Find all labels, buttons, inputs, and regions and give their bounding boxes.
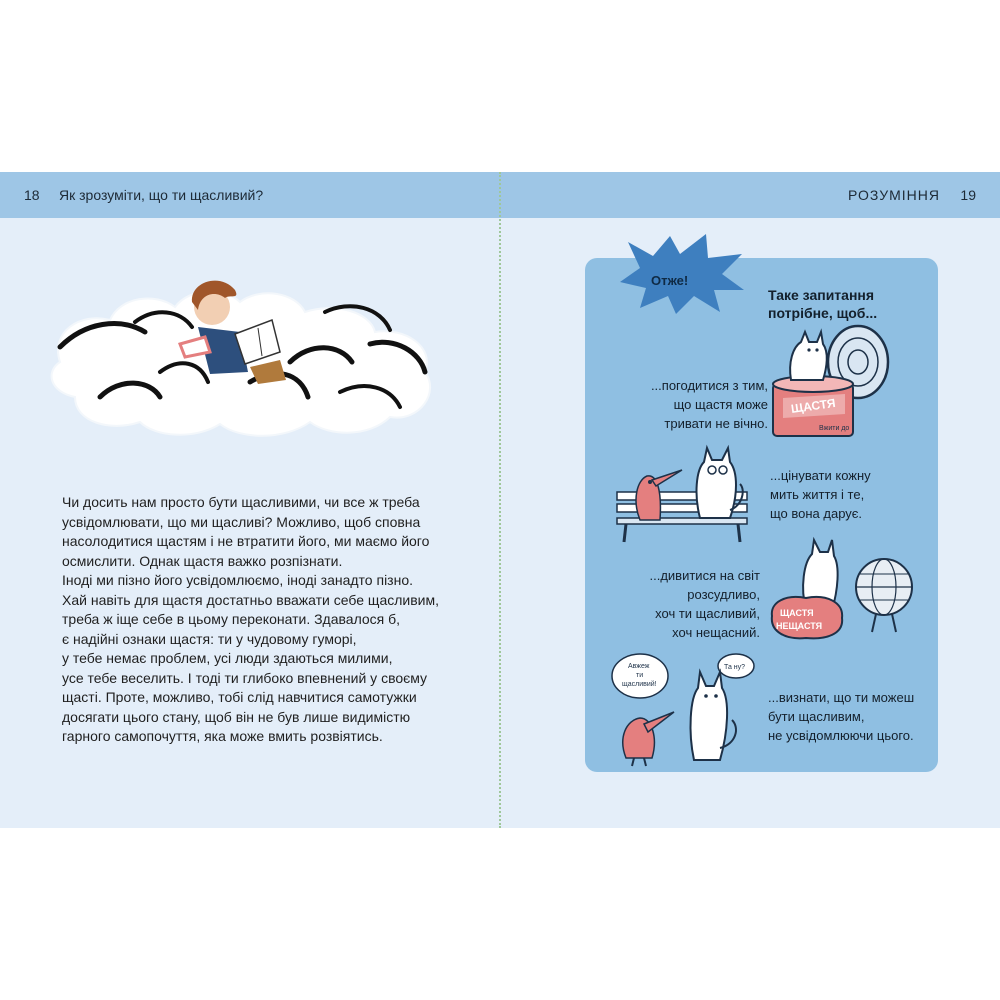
tin-sublabel: Вжити до [819,425,850,432]
body-line: Хай навіть для щастя достатньо вважати себе щасливим, [62,591,439,608]
point-line: бути щасливим, [768,709,865,724]
point-see-world-wisely [620,566,760,642]
point-line: мить життя і те, [770,487,865,502]
right-page-number: 19 [960,187,976,203]
point-line: ...погодитися з тим, [650,378,768,393]
tin-label: ЩАСТЯ [790,395,837,417]
point-line: ...визнати, що ти можеш [768,690,915,705]
body-line: треба ж іще себе в цьому переконати. Здавалося б, [62,611,401,627]
body-line: у тебе немає проблем, усі люди здаються милими, [62,650,393,666]
point-value-moments [770,466,871,523]
bubble-left-line: ти [636,672,644,679]
bench-illustration [612,440,752,545]
bag-label-line: ЩАСТЯ [780,608,814,618]
left-running-title: Як зрозуміти, що ти щасливий? [59,187,264,203]
point-line: хоч ти щасливий, [655,606,760,621]
point-line: розсудливо, [687,587,760,602]
page-gutter [499,172,501,828]
point-line: тривати не вічно. [664,416,768,431]
body-paragraph [62,493,462,747]
globe-cat-illustration [766,532,916,652]
cloud-reader-illustration [40,272,450,442]
point-line: не усвідомлюючи цього. [768,728,914,743]
body-line: усе тебе веселить. І тоді ти глибоко впевнений у своєму [62,669,428,686]
heading-line: потрібне, щоб... [768,305,878,321]
body-line: насолодитися щастям і не втратити його, ми маємо його [62,533,430,549]
body-line: Чи досить нам просто бути щасливими, чи все ж треба [62,494,420,510]
heading-line: Таке запитання [768,287,875,303]
bubble-left-line: Авжеж [628,663,650,670]
point-unaware-happiness [768,688,914,745]
body-line: є надійні ознаки щастя: ти у чудовому гуморі, [62,630,357,647]
burst-label: Отже! [651,273,689,288]
point-line: ...дивитися на світ [649,568,760,583]
panel-heading [768,286,877,322]
body-line: Іноді ми пізно його усвідомлюємо, іноді занадто пізно. [62,572,414,588]
left-page-number: 18 [24,187,40,203]
point-line: що щастя може [673,397,768,412]
right-section-title: РОЗУМІННЯ [848,187,940,203]
conversation-illustration [608,648,758,768]
point-line: що вона дарує. [770,506,863,521]
body-line: гарного самопочуття, яка може вмить розвіятись. [62,728,383,744]
tin-cat-illustration [763,322,893,442]
point-line: хоч нещасний. [672,625,760,640]
point-line: ...цінувати кожну [770,468,871,483]
bubble-left-line: щасливий! [622,681,657,688]
body-line: осмислити. Однак щастя важко розпізнати. [62,552,343,569]
body-line: щасті. Проте, можливо, тобі слід навчитися самотужки [62,689,417,705]
body-line: досягати цього стану, щоб він не був лише видимістю [62,708,411,725]
point-accept-impermanence [618,376,768,433]
bubble-right-text: Та ну? [724,664,746,671]
body-line: усвідомлювати, що ми щасливі? Можливо, щоб сповна [62,513,421,530]
bag-label-line: НЕЩАСТЯ [776,621,823,631]
